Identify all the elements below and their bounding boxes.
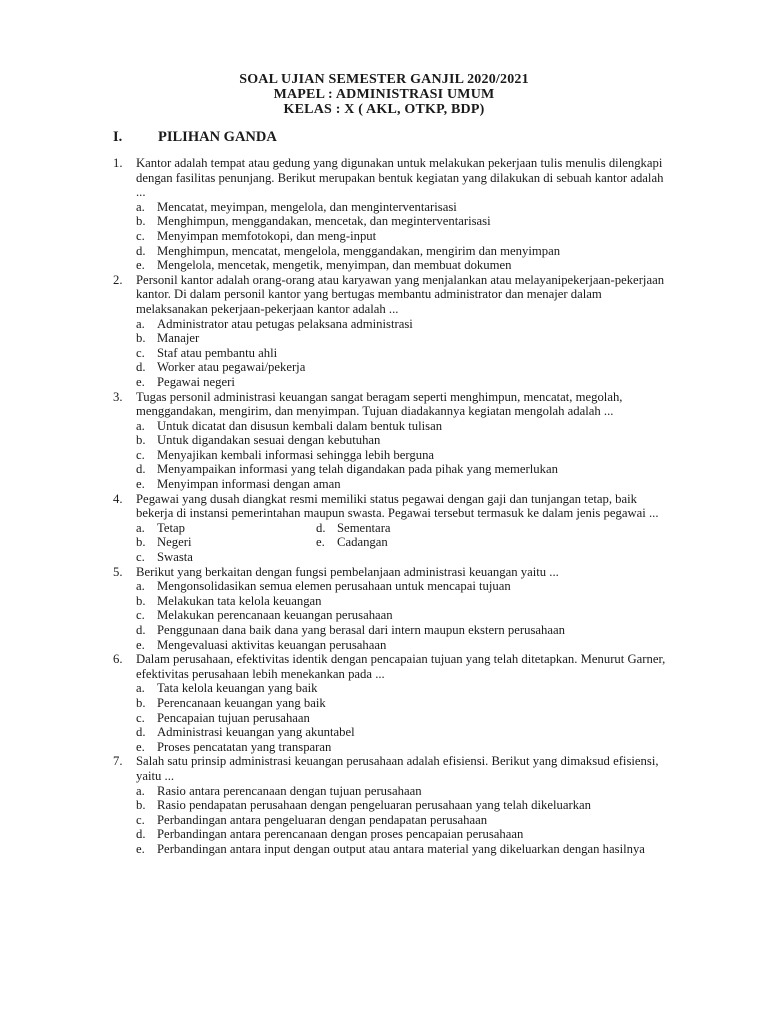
question-number: 3. <box>113 389 123 404</box>
option-list <box>136 579 673 652</box>
answer-option <box>136 258 673 273</box>
option-list <box>136 317 673 390</box>
question-text: Dalam perusahaan, efektivitas identik dengan pencapaian tujuan yang telah ditetapkan. Menurut Garner, efektivitas perusahaan lebih menekankan pada ... <box>136 652 666 681</box>
answer-option <box>136 317 673 332</box>
option-letter: d. <box>136 360 146 375</box>
section-number: I. <box>113 129 123 145</box>
section-title: PILIHAN GANDA <box>158 129 277 145</box>
document-header <box>0 72 768 117</box>
option-text: Perbandingan antara input dengan output atau antara material yang dikeluarkan dengan hasilnya <box>157 841 645 856</box>
option-text: Manajer <box>157 331 200 346</box>
option-letter: c. <box>136 447 145 462</box>
question-number: 4. <box>113 491 123 506</box>
option-text: Administrasi keuangan yang akuntabel <box>157 725 355 740</box>
option-text: Perbandingan antara pengeluaran dengan pendapatan perusahaan <box>157 812 488 827</box>
option-text: Menyajikan kembali informasi sehingga lebih berguna <box>157 447 435 462</box>
answer-option <box>136 346 673 361</box>
option-letter: c. <box>136 812 145 827</box>
option-text: Menghimpun, menggandakan, mencetak, dan meginterventarisasi <box>157 214 491 229</box>
option-text: Penggunaan dana baik dana yang berasal dari intern maupun ekstern perusahaan <box>157 623 565 637</box>
option-letter: b. <box>136 331 146 346</box>
option-list <box>136 681 673 754</box>
option-letter: c. <box>136 608 145 623</box>
option-letter: e. <box>136 637 145 652</box>
question-number: 5. <box>113 564 123 579</box>
answer-option <box>136 740 673 755</box>
option-letter: b. <box>136 695 146 710</box>
option-text: Rasio antara perencanaan dengan tujuan perusahaan <box>157 783 422 798</box>
answer-option <box>136 784 673 799</box>
option-letter: e. <box>136 374 145 389</box>
option-list <box>136 784 673 857</box>
answer-option <box>136 711 673 726</box>
option-text: Perencanaan keuangan yang baik <box>157 695 326 710</box>
question-item <box>113 652 673 754</box>
question-number: 2. <box>113 272 123 287</box>
header-class: KELAS : X ( AKL, OTKP, BDP) <box>283 102 485 117</box>
option-letter: d. <box>136 827 146 842</box>
question-item <box>113 492 673 565</box>
option-letter: d. <box>136 243 146 258</box>
option-text: Melakukan tata kelola keuangan <box>157 593 322 608</box>
option-letter: c. <box>136 228 145 243</box>
option-text: Menyimpan memfotokopi, dan meng-input <box>157 228 377 243</box>
question-number: 7. <box>113 754 123 769</box>
question-number: 6. <box>113 652 123 667</box>
answer-option <box>136 827 673 842</box>
option-text: Mengelola, mencetak, mengetik, menyimpan, dan membuat dokumen <box>157 258 512 273</box>
option-text: Pencapaian tujuan perusahaan <box>157 710 310 725</box>
question-text: Pegawai yang dusah diangkat resmi memiliki status pegawai dengan gaji dan tunjangan tetap, baik bekerja di instansi pemerintahan maupun swasta. Pegawai tersebut termasuk ke dalam jenis pegawai ... <box>136 491 659 521</box>
option-letter: a. <box>136 783 145 798</box>
answer-option <box>136 535 316 550</box>
header-subject: MAPEL : ADMINISTRASI UMUM <box>273 87 495 102</box>
answer-option <box>136 813 673 828</box>
option-letter: e. <box>136 477 145 492</box>
option-text: Negeri <box>157 535 192 550</box>
question-text: Tugas personil administrasi keuangan sangat beragam seperti menghimpun, mencatat, megolah, menggandakan, mengirim, dan menyimpan. Tujuan diadakannya kegiatan mengolah adalah ... <box>136 389 623 419</box>
option-letter: b. <box>136 214 146 229</box>
option-list <box>136 200 673 273</box>
option-letter: b. <box>136 798 146 813</box>
option-letter: c. <box>136 550 145 565</box>
option-letter: d. <box>136 725 146 740</box>
option-text: Administrator atau petugas pelaksana administrasi <box>157 316 413 331</box>
option-text: Pegawai negeri <box>157 374 235 389</box>
answer-option <box>136 244 673 259</box>
answer-option <box>136 448 673 463</box>
option-text: Melakukan perencanaan keuangan perusahaan <box>157 608 393 623</box>
question-text: Personil kantor adalah orang-orang atau karyawan yang menjalankan atau melayanipekerjaan-pekerjaan kantor. Di dalam personil kantor yang bertugas membantu administrator dan menajer dalam melaksanakan pekerjaan-pekerjaan kantor adalah ... <box>136 272 665 316</box>
option-text: Menyampaikan informasi yang telah digandakan pada pihak yang memerlukan <box>157 462 558 477</box>
answer-option <box>136 375 673 390</box>
answer-option <box>136 842 673 857</box>
option-text: Cadangan <box>337 535 388 550</box>
question-item <box>113 273 673 390</box>
question-item <box>113 565 673 653</box>
answer-option <box>136 725 673 740</box>
answer-option <box>136 477 673 492</box>
option-text: Untuk digandakan sesuai dengan kebutuhan <box>157 433 381 448</box>
option-letter: a. <box>136 199 145 214</box>
option-letter: e. <box>136 739 145 754</box>
option-text: Mengonsolidasikan semua elemen perusahaan untuk mencapai tujuan <box>157 579 511 594</box>
answer-option <box>136 579 673 594</box>
question-text: Kantor adalah tempat atau gedung yang digunakan untuk melakukan pekerjaan tulis menulis dilengkapi dengan fasilitas penunjang. Berikut merupakan bentuk kegiatan yang dilakukan di sebuah kantor adalah ... <box>136 156 664 200</box>
answer-option <box>136 623 673 638</box>
option-letter: c. <box>136 710 145 725</box>
option-text: Swasta <box>157 550 193 565</box>
option-letter: a. <box>136 316 145 331</box>
option-letter: b. <box>136 535 146 550</box>
question-item <box>113 156 673 273</box>
option-letter: e. <box>136 258 145 273</box>
answer-option <box>136 696 673 711</box>
option-letter: d. <box>136 462 146 477</box>
answer-option <box>136 681 673 696</box>
option-letter: e. <box>316 535 325 550</box>
question-text: Berikut yang berkaitan dengan fungsi pembelanjaan administrasi keuangan yaitu ... <box>136 564 559 579</box>
option-text: Mengevaluasi aktivitas keuangan perusahaan <box>157 637 387 652</box>
answer-option <box>136 433 673 448</box>
option-letter: a. <box>136 418 145 433</box>
option-list <box>136 419 673 492</box>
option-text: Sementara <box>337 520 391 535</box>
option-text: Proses pencatatan yang transparan <box>157 739 332 754</box>
option-text: Staf atau pembantu ahli <box>157 345 278 360</box>
header-title: SOAL UJIAN SEMESTER GANJIL 2020/2021 <box>239 72 529 87</box>
option-text: Mencatat, meyimpan, mengelola, dan menginterventarisasi <box>157 199 457 214</box>
option-letter: e. <box>136 841 145 856</box>
answer-option <box>136 638 673 653</box>
answer-option <box>136 550 316 565</box>
answer-option <box>136 229 673 244</box>
option-text: Menghimpun, mencatat, mengelola, menggandakan, mengirim dan menyimpan <box>157 243 561 258</box>
question-text: Salah satu prinsip administrasi keuangan perusahaan adalah efisiensi. Berikut yang dimaksud efisiensi, yaitu ... <box>136 754 659 783</box>
option-text: Menyimpan informasi dengan aman <box>157 477 341 492</box>
option-text: Worker atau pegawai/pekerja <box>157 360 306 375</box>
question-list <box>113 156 673 857</box>
option-text: Tetap <box>157 520 185 535</box>
answer-option <box>316 521 556 536</box>
answer-option <box>136 331 673 346</box>
option-text: Perbandingan antara perencanaan dengan proses pencapaian perusahaan <box>157 827 524 842</box>
section-heading <box>113 128 277 146</box>
question-number: 1. <box>113 156 123 170</box>
question-item <box>113 754 673 856</box>
option-text: Rasio pendapatan perusahaan dengan pengeluaran perusahaan yang telah dikeluarkan <box>157 798 592 813</box>
question-item <box>113 390 673 492</box>
answer-option <box>136 594 673 609</box>
answer-option <box>136 200 673 215</box>
option-letter: a. <box>136 520 145 535</box>
answer-option <box>136 798 673 813</box>
answer-option <box>316 535 556 550</box>
option-letter: a. <box>136 681 145 696</box>
option-letter: b. <box>136 593 146 608</box>
option-letter: d. <box>316 520 326 535</box>
answer-option <box>136 608 673 623</box>
answer-option <box>136 214 673 229</box>
option-letter: d. <box>136 623 146 637</box>
option-letter: b. <box>136 433 146 448</box>
answer-option <box>136 419 673 434</box>
option-letter: c. <box>136 345 145 360</box>
answer-option <box>136 521 316 536</box>
option-text: Untuk dicatat dan disusun kembali dalam bentuk tulisan <box>157 418 443 433</box>
option-list <box>136 521 673 565</box>
option-text: Tata kelola keuangan yang baik <box>157 681 318 696</box>
answer-option <box>136 462 673 477</box>
answer-option <box>136 360 673 375</box>
option-letter: a. <box>136 579 145 594</box>
